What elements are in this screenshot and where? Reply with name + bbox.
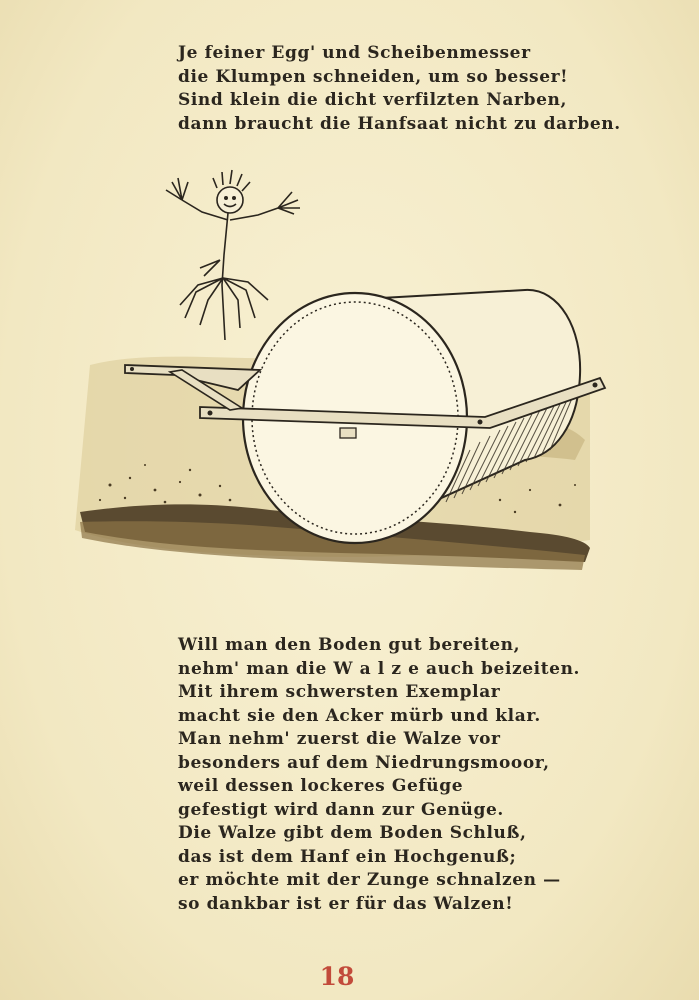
verse-line: Sind klein die dicht verfilzten Narben, bbox=[178, 90, 567, 110]
verse-line: gefestigt wird dann zur Genüge. bbox=[178, 799, 504, 820]
verse-line: das ist dem Hanf ein Hochgenuß; bbox=[178, 846, 517, 867]
frame-bracket bbox=[340, 428, 356, 438]
verse-line: Die Walze gibt dem Boden Schluß, bbox=[178, 823, 527, 843]
frame-bolt bbox=[593, 383, 598, 388]
verse-line: die Klumpen schneiden, um so besser! bbox=[178, 66, 569, 87]
verse-line: Man nehm' zuerst die Walze vor bbox=[178, 729, 501, 749]
verse-line: er möchte mit der Zunge schnalzen — bbox=[178, 870, 561, 890]
verse-line: weil dessen lockeres Gefüge bbox=[178, 776, 464, 796]
verse-line: nehm' man die W a l z e auch beizeiten. bbox=[178, 658, 581, 679]
stanza-top bbox=[178, 42, 621, 136]
verse-line: besonders auf dem Niedrungsmooor, bbox=[178, 752, 550, 773]
verse-line: Mit ihrem schwersten Exemplar bbox=[178, 682, 501, 702]
stanza-bottom bbox=[178, 634, 580, 916]
frame-bolt bbox=[130, 367, 134, 371]
verse-line: macht sie den Acker mürb und klar. bbox=[178, 705, 541, 726]
hemp-plant-figure bbox=[166, 170, 300, 340]
frame-bolt bbox=[478, 420, 483, 425]
verse-line: Will man den Boden gut bereiten, bbox=[178, 635, 521, 655]
page-number: 18 bbox=[319, 962, 355, 991]
verse-line: so dankbar ist er für das Walzen! bbox=[178, 893, 514, 914]
frame-bolt bbox=[208, 411, 213, 416]
field-roller-illustration bbox=[70, 160, 620, 600]
verse-line: dann braucht die Hanfsaat nicht zu darben. bbox=[178, 113, 621, 134]
verse-line: Je feiner Egg' und Scheibenmesser bbox=[178, 43, 531, 63]
